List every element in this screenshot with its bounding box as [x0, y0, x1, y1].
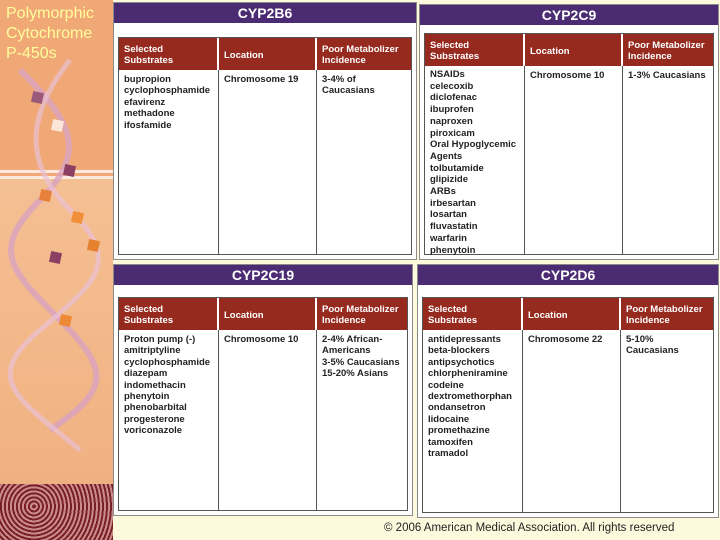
table-grid	[424, 33, 714, 255]
header-substrates: Selected Substrates	[423, 298, 523, 330]
decorative-square	[31, 91, 44, 104]
decorative-texture	[0, 484, 113, 540]
header-substrates: Selected Substrates	[119, 298, 219, 330]
table-grid	[118, 297, 408, 511]
decorative-square	[39, 189, 52, 202]
header-incidence: Poor Metabolizer Incidence	[317, 38, 411, 70]
header-incidence: Poor Metabolizer Incidence	[317, 298, 407, 330]
header-incidence: Poor Metabolizer Incidence	[623, 34, 713, 66]
cell-substrates: antidepressants beta-blockers antipsychotics chlorpheniramine codeine dextromethorphan ondansetron lidocaine promethazine tamoxifen tramadol	[423, 330, 523, 512]
table-cyp2c9	[419, 4, 719, 260]
header-location: Location	[219, 298, 317, 330]
cell-incidence: 3-4% of Caucasians	[322, 74, 375, 97]
decorative-square	[63, 164, 76, 177]
header-substrates: Selected Substrates	[425, 34, 525, 66]
cell-incidence: 2-4% African- Americans 3-5% Caucasians 15-20% Asians	[322, 334, 400, 380]
table-cyp2d6	[417, 264, 719, 518]
table-row	[425, 66, 713, 254]
cell-location: Chromosome 19	[219, 70, 317, 254]
table-row	[119, 330, 407, 510]
slide-title: Polymorphic Cytochrome P-450s	[6, 5, 95, 62]
cell-location: Chromosome 10	[525, 66, 623, 254]
table-title: CYP2B6	[114, 3, 416, 23]
table-header-row	[119, 298, 407, 330]
decorative-square	[87, 239, 100, 252]
table-title: CYP2C9	[420, 5, 718, 25]
table-grid	[118, 37, 412, 255]
decorative-square	[51, 119, 64, 132]
cell-location: Chromosome 22	[523, 330, 621, 512]
cell-incidence: 5-10% Caucasians	[626, 334, 679, 357]
table-header-row	[119, 38, 411, 70]
cell-location: Chromosome 10	[219, 330, 317, 510]
decorative-square	[49, 251, 62, 264]
table-title: CYP2D6	[418, 265, 718, 285]
header-substrates: Selected Substrates	[119, 38, 219, 70]
table-grid	[422, 297, 714, 513]
header-location: Location	[523, 298, 621, 330]
cell-incidence: 1-3% Caucasians	[628, 70, 706, 81]
table-cyp2b6	[113, 2, 417, 260]
decorative-square	[59, 314, 72, 327]
table-row	[119, 70, 411, 254]
decorative-square	[71, 211, 84, 224]
cell-substrates: Proton pump (-) amitriptyline cyclophosphamide diazepam indomethacin phenytoin phenobarbital progesterone voriconazole	[119, 330, 219, 510]
table-row	[423, 330, 713, 512]
decorative-sidebar	[0, 0, 113, 540]
header-location: Location	[219, 38, 317, 70]
cell-substrates: NSAIDs celecoxib diclofenac ibuprofen naproxen piroxicam Oral Hypoglycemic Agents tolbutamide glipizide ARBs irbesartan losartan fluvastatin warfarin phenytoin	[425, 66, 525, 254]
table-header-row	[423, 298, 713, 330]
table-header-row	[425, 34, 713, 66]
table-cyp2c19	[113, 264, 413, 516]
table-title: CYP2C19	[114, 265, 412, 285]
header-location: Location	[525, 34, 623, 66]
copyright-notice: © 2006 American Medical Association. All rights reserved	[384, 522, 675, 534]
cell-substrates: bupropion cyclophosphamide efavirenz methadone ifosfamide	[119, 70, 219, 254]
header-incidence: Poor Metabolizer Incidence	[621, 298, 713, 330]
